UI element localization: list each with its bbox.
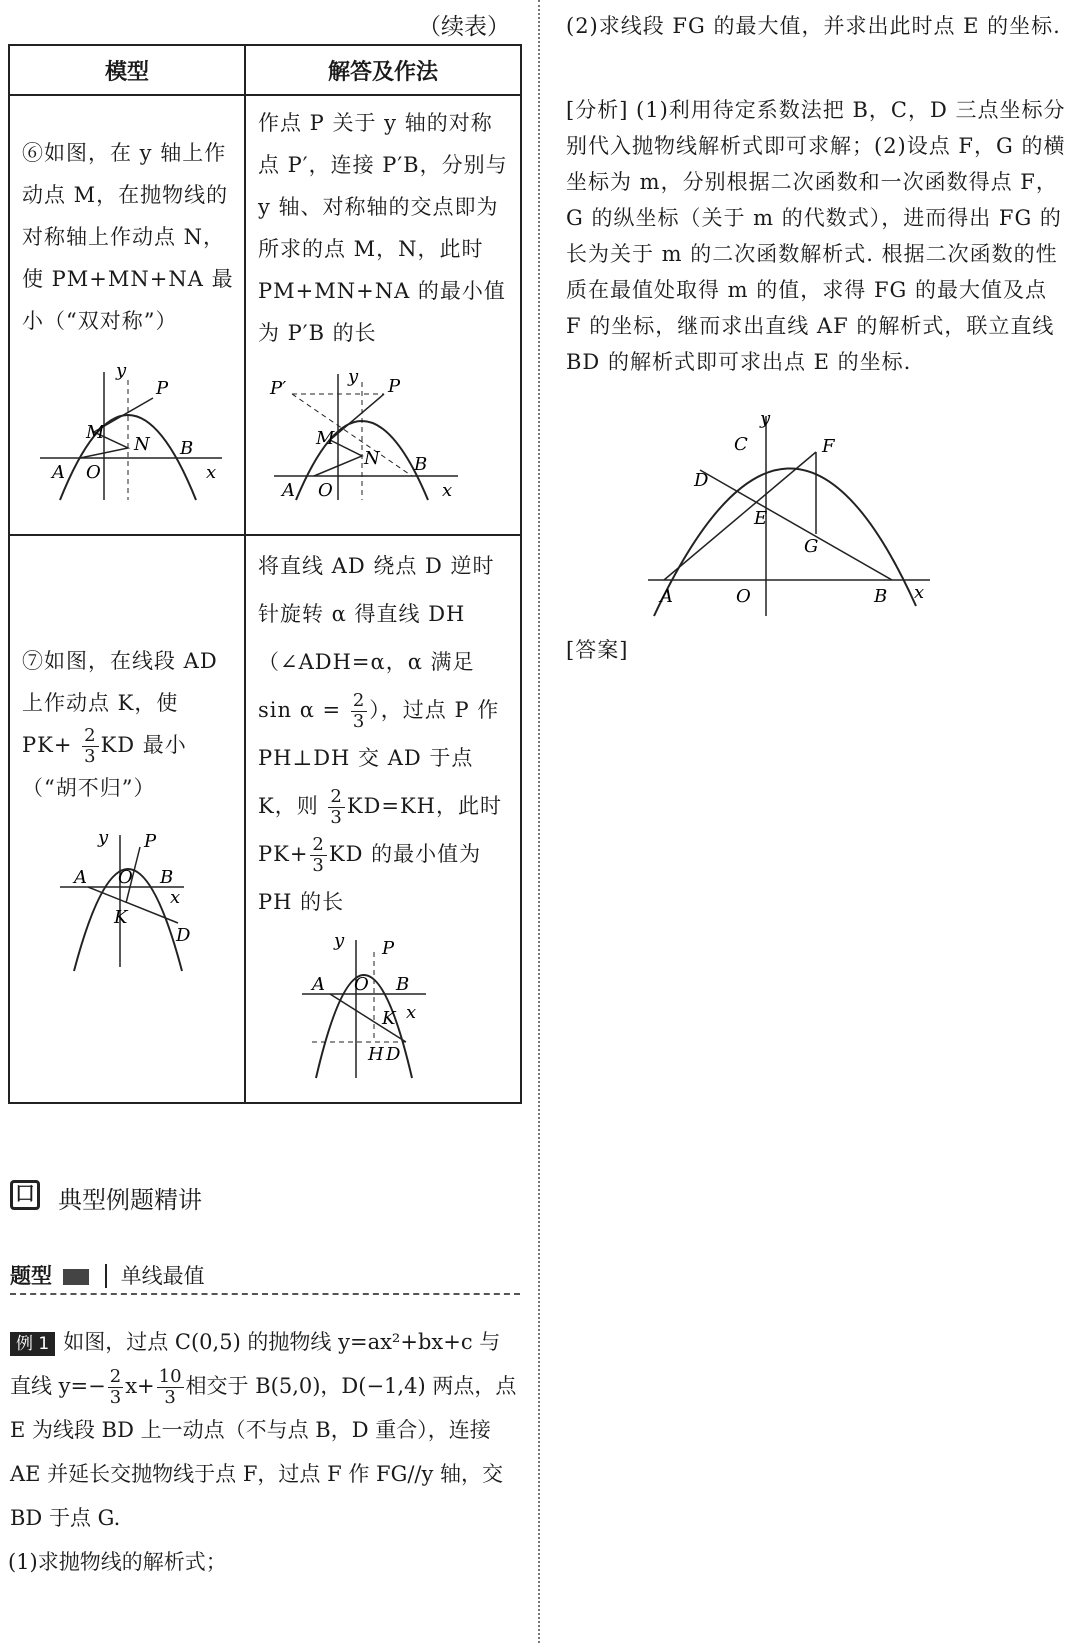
figure-row6-answer <box>246 364 518 504</box>
label-K: K <box>114 907 128 928</box>
example-text-c: 相交于 B(5,0)，D(−1,4) 两点，点 E 为线段 BD 上一动点（不与点 B，D 重合），连接 AE 并延长交抛物线于点 F，过点 F 作 FG//y 轴，交 BD 于点 G. <box>10 1374 517 1530</box>
col-header-answer: 解答及作法 <box>245 45 521 95</box>
label-O: O <box>354 974 369 995</box>
frac-denominator: 3 <box>312 855 325 876</box>
label-E: E <box>754 508 768 529</box>
label-M: M <box>316 428 335 449</box>
example-text-a: 如图，过点 C(0,5) 的抛物线 y=ax²+bx+c 与直线 y=− <box>10 1330 501 1398</box>
example-badge: 例 1 <box>10 1332 55 1356</box>
question-type-name: 单线最值 <box>105 1264 205 1288</box>
row7-model-text <box>10 536 244 809</box>
row7-answer-text-b: ），过点 P 作 PH⊥DH 交 AD 于点 K，则 <box>258 698 500 818</box>
label-G: G <box>804 536 819 557</box>
figure-row7-model <box>10 827 242 977</box>
question-type-rule <box>10 1293 520 1295</box>
label-C: C <box>734 434 748 455</box>
label-B: B <box>874 586 888 607</box>
label-N: N <box>134 434 150 455</box>
row6-answer-text: 作点 P 关于 y 轴的对称点 P′，连接 P′B，分别与 y 轴、对称轴的交点即为所求的点 M，N，此时 PM+MN+NA 的最小值为 P′B 的长 <box>258 111 508 345</box>
label-x: x <box>406 1002 417 1023</box>
row7-answer-text-d: KD 的最小值为 PH 的长 <box>258 842 482 914</box>
section-icon: 囗 <box>10 1180 40 1210</box>
row7-answer-fraction-3 <box>310 835 326 876</box>
label-x: x <box>206 462 217 483</box>
label-y: y <box>116 360 127 381</box>
row7-answer-fraction-2 <box>328 787 344 828</box>
label-A: A <box>74 867 87 888</box>
question-type <box>10 1260 205 1290</box>
label-P: P <box>382 938 395 959</box>
label-O: O <box>318 480 333 501</box>
answer-label: [答案] <box>566 638 629 662</box>
example-stem <box>10 1320 520 1540</box>
label-B: B <box>396 974 410 995</box>
label-P: P <box>388 376 401 397</box>
model-table <box>8 44 522 1104</box>
question-2: (2)求线段 FG 的最大值，并求出此时点 E 的坐标. <box>566 14 1061 38</box>
row7-answer-text-c: KD=KH，此时 PK+ <box>258 794 502 866</box>
frac-numerator: 2 <box>109 1366 122 1387</box>
label-N: N <box>364 448 380 469</box>
frac-numerator: 2 <box>312 834 325 855</box>
frac-denominator: 3 <box>84 746 97 767</box>
continued-label: （续表） <box>418 14 510 40</box>
label-O: O <box>736 586 751 607</box>
label-B: B <box>414 454 428 475</box>
row7-answer-fraction-1 <box>351 691 367 732</box>
label-D: D <box>176 925 191 946</box>
row7-answer-cell <box>245 535 521 1103</box>
label-P-prime: P′ <box>270 378 287 399</box>
row6-model-text: ⑥如图，在 y 轴上作动点 M，在抛物线的对称轴上作动点 N，使 PM+MN+NA 最小（“双对称”） <box>22 141 234 333</box>
label-x: x <box>442 480 453 501</box>
label-A: A <box>660 586 673 607</box>
row7-model-fraction <box>82 726 98 767</box>
column-divider <box>538 0 540 1643</box>
label-y: y <box>334 932 345 951</box>
label-A: A <box>312 974 325 995</box>
label-P: P <box>144 831 157 852</box>
row6-answer-cell <box>245 95 521 535</box>
label-y: y <box>760 410 771 429</box>
row7-model-text-b: KD 最小（“胡不归”） <box>22 733 187 800</box>
label-B: B <box>180 438 194 459</box>
frac-denominator: 3 <box>330 807 343 828</box>
label-M: M <box>86 422 105 443</box>
label-K: K <box>382 1008 396 1029</box>
figure-row6-model <box>10 350 242 510</box>
label-y: y <box>98 827 109 848</box>
question-type-marker-icon <box>63 1269 89 1285</box>
label-y: y <box>348 366 359 387</box>
frac-numerator: 2 <box>352 690 366 711</box>
label-D: D <box>386 1044 401 1065</box>
analysis-text: [分析] (1)利用待定系数法把 B，C，D 三点坐标分别代入抛物线解析式即可求解；(2)设点 F，G 的横坐标为 m，分别根据二次函数和一次函数得点 F，G 的纵坐标（关于 m 的代数式），进而得出 FG 的长为关于 m 的二次函数解析式. 根据二次函数的性质在最值处取得 m 的值，求得 FG 的最大值及点 F 的坐标，继而求出直线 AF 的解析式，联立直线 BD 的解析式即可求出点 E 的坐标. <box>566 98 1066 374</box>
example-fraction-1 <box>108 1367 123 1408</box>
question-1: (1)求抛物线的解析式； <box>8 1550 227 1574</box>
label-A: A <box>52 462 65 483</box>
row7-answer-text-a: 将直线 AD 绕点 D 逆时针旋转 α 得直线 DH（∠ADH=α，α 满足 sin α = <box>258 554 495 722</box>
label-F: F <box>822 436 835 457</box>
label-B: B <box>160 867 174 888</box>
label-O: O <box>118 867 133 888</box>
frac-numerator: 10 <box>158 1366 182 1387</box>
example-block <box>10 1320 520 1584</box>
row7-answer-text <box>246 536 520 926</box>
label-A: A <box>282 480 295 501</box>
frac-denominator: 3 <box>352 711 366 732</box>
example-fraction-2 <box>157 1367 184 1408</box>
col-header-model: 模型 <box>9 45 245 95</box>
question-type-label: 题型 <box>10 1264 52 1288</box>
section-title: 典型例题精讲 <box>58 1186 202 1214</box>
figure-example-1 <box>640 410 940 620</box>
row7-model-cell <box>9 535 245 1103</box>
frac-denominator: 3 <box>164 1387 176 1408</box>
label-D: D <box>694 470 709 491</box>
label-x: x <box>914 582 925 603</box>
frac-denominator: 3 <box>109 1387 122 1408</box>
label-H: H <box>368 1044 384 1065</box>
label-O: O <box>86 462 101 483</box>
label-P: P <box>156 378 169 399</box>
row6-model-cell <box>9 95 245 535</box>
label-x: x <box>170 887 181 908</box>
figure-row7-answer <box>246 932 518 1082</box>
row7-model-text-a: ⑦如图，在线段 AD 上作动点 K，使 PK+ <box>22 649 218 757</box>
frac-numerator: 2 <box>84 725 97 746</box>
example-text-b: x+ <box>125 1374 155 1398</box>
frac-numerator: 2 <box>330 786 343 807</box>
